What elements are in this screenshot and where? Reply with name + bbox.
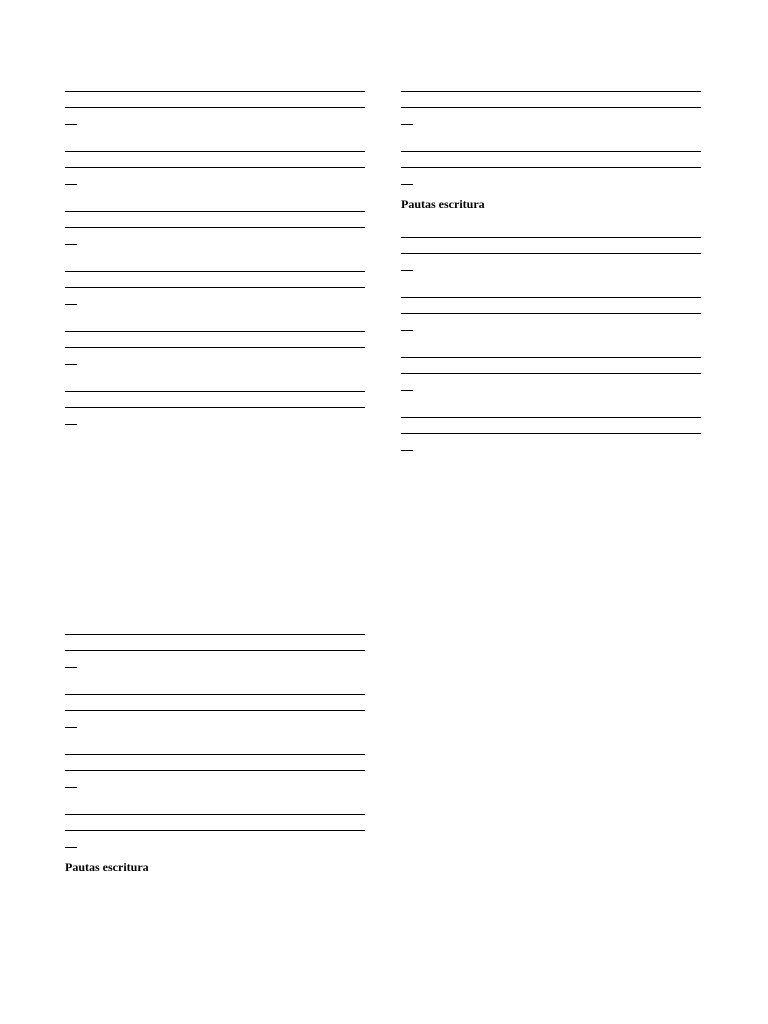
ruled-line <box>65 694 365 695</box>
ruled-line <box>65 391 365 392</box>
ruled-line <box>401 297 701 298</box>
ruled-line <box>401 433 701 434</box>
short-dash <box>65 364 77 365</box>
ruled-line-group <box>65 91 365 131</box>
short-dash <box>65 244 77 245</box>
short-dash <box>65 667 77 668</box>
short-dash <box>401 184 413 185</box>
ruled-line <box>401 167 701 168</box>
ruled-line-group <box>401 151 701 191</box>
ruled-line-group <box>401 237 701 277</box>
ruled-line <box>65 107 365 108</box>
short-dash <box>401 330 413 331</box>
short-dash <box>65 727 77 728</box>
ruled-line <box>401 313 701 314</box>
ruled-line-group <box>65 331 365 371</box>
ruled-line-group <box>65 754 365 794</box>
short-dash <box>401 390 413 391</box>
ruled-line <box>65 347 365 348</box>
ruled-line <box>65 331 365 332</box>
ruled-line-group <box>65 211 365 251</box>
ruled-line-group <box>65 151 365 191</box>
short-dash <box>65 424 77 425</box>
ruled-line <box>65 754 365 755</box>
ruled-line <box>65 271 365 272</box>
ruled-line-group <box>65 271 365 311</box>
ruled-line-group <box>401 91 701 131</box>
ruled-line <box>65 151 365 152</box>
ruled-line <box>401 107 701 108</box>
short-dash <box>65 184 77 185</box>
ruled-line-group <box>65 634 365 674</box>
ruled-line-group <box>401 297 701 337</box>
short-dash <box>65 304 77 305</box>
ruled-line-group <box>65 814 365 854</box>
ruled-line <box>401 91 701 92</box>
ruled-line <box>65 634 365 635</box>
section-heading: Pautas escritura <box>401 197 485 211</box>
short-dash <box>401 270 413 271</box>
ruled-line-group <box>401 357 701 397</box>
ruled-line-group <box>65 391 365 431</box>
footer-label: Pautas escritura <box>65 860 149 874</box>
short-dash <box>401 450 413 451</box>
ruled-line <box>401 417 701 418</box>
short-dash <box>65 124 77 125</box>
ruled-line <box>65 227 365 228</box>
ruled-line <box>401 357 701 358</box>
ruled-line <box>65 770 365 771</box>
ruled-line <box>65 167 365 168</box>
ruled-line-group <box>65 694 365 734</box>
ruled-line <box>65 287 365 288</box>
ruled-line <box>65 710 365 711</box>
ruled-line <box>401 237 701 238</box>
short-dash <box>65 787 77 788</box>
ruled-line-group <box>401 417 701 457</box>
ruled-line <box>401 373 701 374</box>
ruled-line <box>65 830 365 831</box>
ruled-line <box>65 211 365 212</box>
ruled-line <box>401 151 701 152</box>
short-dash <box>65 847 77 848</box>
ruled-line <box>65 407 365 408</box>
ruled-line <box>401 253 701 254</box>
short-dash <box>401 124 413 125</box>
ruled-line <box>65 91 365 92</box>
ruled-line <box>65 650 365 651</box>
ruled-line <box>65 814 365 815</box>
